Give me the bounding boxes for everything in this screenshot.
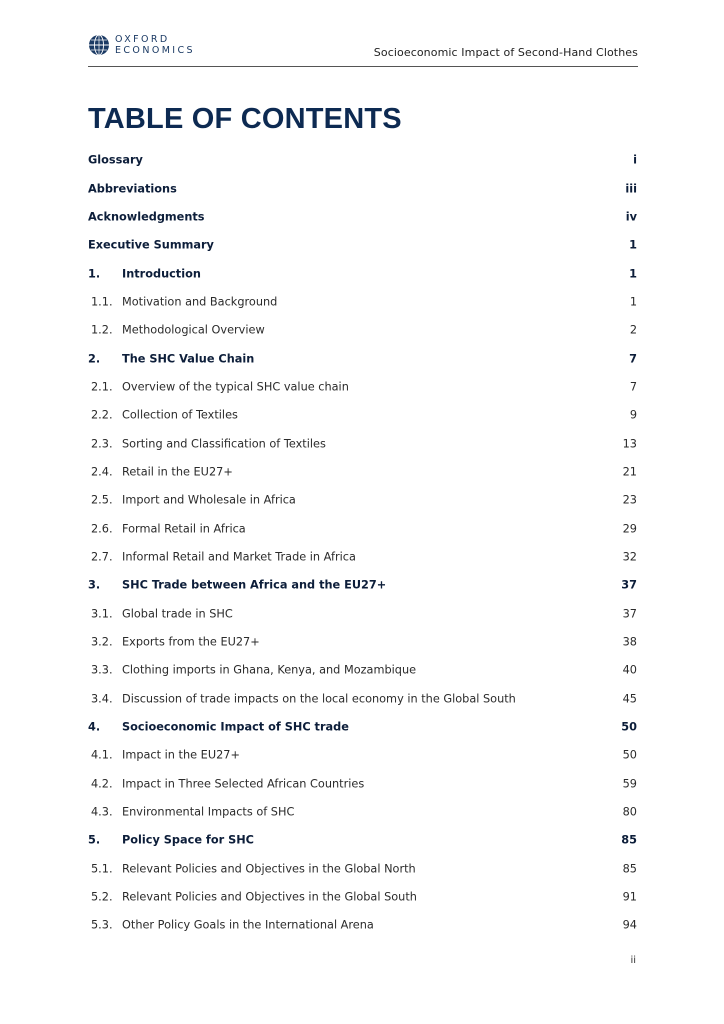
toc-entry-page: 38 xyxy=(622,635,637,649)
toc-entry-number: 2.1. xyxy=(91,380,113,394)
toc-entry-number: 1.1. xyxy=(91,295,113,309)
toc-entry[interactable] xyxy=(88,373,637,401)
toc-entry-page: 1 xyxy=(629,267,637,281)
toc-entry[interactable] xyxy=(88,798,637,826)
toc-entry-number: 3.1. xyxy=(91,607,113,621)
toc-entry[interactable] xyxy=(88,685,637,713)
toc-entry[interactable] xyxy=(88,146,637,174)
toc-entry-page: 59 xyxy=(622,777,637,791)
toc-entry-page: 85 xyxy=(622,862,637,876)
toc-entry-page: iv xyxy=(625,210,637,224)
toc-entry-number: 2. xyxy=(88,352,101,366)
toc-entry-label: Environmental Impacts of SHC xyxy=(122,805,295,819)
toc-entry[interactable] xyxy=(88,543,637,571)
toc-entry-page: 7 xyxy=(629,380,637,394)
toc-entry[interactable] xyxy=(88,656,637,684)
toc-entry-number: 5.1. xyxy=(91,862,113,876)
toc-entry-number: 2.3. xyxy=(91,437,113,451)
toc-entry-page: 37 xyxy=(621,578,637,592)
toc-entry-label: Acknowledgments xyxy=(88,210,205,224)
toc-entry-number: 4.3. xyxy=(91,805,113,819)
toc-entry[interactable] xyxy=(88,288,637,316)
toc-entry-page: i xyxy=(633,153,637,167)
toc-entry[interactable] xyxy=(88,741,637,769)
toc-entry-label: Overview of the typical SHC value chain xyxy=(122,380,349,394)
logo-wordmark xyxy=(115,34,195,56)
toc-entry[interactable] xyxy=(88,401,637,429)
toc-entry-page: 2 xyxy=(629,323,637,337)
toc-entry-label: Other Policy Goals in the International Arena xyxy=(122,918,374,932)
toc-entry-number: 5.2. xyxy=(91,890,113,904)
page-title: TABLE OF CONTENTS xyxy=(88,103,402,135)
toc-entry-page: 32 xyxy=(622,550,637,564)
toc-entry-page: 29 xyxy=(622,522,637,536)
toc-entry-page: 85 xyxy=(621,833,637,847)
toc-entry-number: 4.2. xyxy=(91,777,113,791)
toc-entry-number: 1. xyxy=(88,267,101,281)
toc-entry-page: 37 xyxy=(622,607,637,621)
toc-entry[interactable] xyxy=(88,855,637,883)
document-title: Socioeconomic Impact of Second-Hand Clothes xyxy=(373,46,638,59)
toc-entry-number: 3.2. xyxy=(91,635,113,649)
toc-entry-label: Introduction xyxy=(122,267,201,281)
toc-entry-page: 45 xyxy=(622,692,637,706)
logo-line-oxford: OXFORD xyxy=(115,34,170,45)
toc-entry-number: 5. xyxy=(88,833,101,847)
toc-entry-label: Motivation and Background xyxy=(122,295,278,309)
toc-entry[interactable] xyxy=(88,883,637,911)
toc-entry[interactable] xyxy=(88,458,637,486)
toc-entry-label: Global trade in SHC xyxy=(122,607,233,621)
toc-entry-label: Executive Summary xyxy=(88,238,214,252)
toc-entry-label: Abbreviations xyxy=(88,182,177,196)
toc-entry-page: 40 xyxy=(622,663,637,677)
toc-entry-label: SHC Trade between Africa and the EU27+ xyxy=(122,578,387,592)
toc-entry[interactable] xyxy=(88,571,637,599)
toc-entry-label: Sorting and Classification of Textiles xyxy=(122,437,326,451)
toc-entry-number: 4.1. xyxy=(91,748,113,762)
oxford-economics-logo xyxy=(88,30,195,60)
toc-entry-label: Relevant Policies and Objectives in the Global South xyxy=(122,890,417,904)
toc-entry[interactable] xyxy=(88,600,637,628)
toc-entry[interactable] xyxy=(88,259,637,287)
toc-entry-page: 9 xyxy=(629,408,637,422)
globe-icon xyxy=(88,34,110,56)
toc-entry-number: 2.4. xyxy=(91,465,113,479)
toc-entry-label: Methodological Overview xyxy=(122,323,265,337)
toc-entry-label: The SHC Value Chain xyxy=(122,352,255,366)
toc-entry-number: 4. xyxy=(88,720,101,734)
toc-entry-page: 50 xyxy=(621,720,637,734)
toc-entry-label: Import and Wholesale in Africa xyxy=(122,493,296,507)
toc-entry-page: 80 xyxy=(622,805,637,819)
toc-entry[interactable] xyxy=(88,174,637,202)
toc-entry-label: Impact in Three Selected African Countries xyxy=(122,777,365,791)
toc-entry-number: 3.4. xyxy=(91,692,113,706)
toc-entry[interactable] xyxy=(88,628,637,656)
toc-entry-number: 2.2. xyxy=(91,408,113,422)
toc-entry-label: Exports from the EU27+ xyxy=(122,635,260,649)
toc-entry-page: 1 xyxy=(629,238,637,252)
toc-entry-page: 50 xyxy=(622,748,637,762)
toc-entry-number: 2.7. xyxy=(91,550,113,564)
toc-entry[interactable] xyxy=(88,826,637,854)
toc-entry[interactable] xyxy=(88,514,637,542)
toc-entry-label: Glossary xyxy=(88,153,143,167)
toc-entry[interactable] xyxy=(88,231,637,259)
toc-entry[interactable] xyxy=(88,911,637,939)
toc-entry-page: 1 xyxy=(629,295,637,309)
toc-entry-label: Clothing imports in Ghana, Kenya, and Mozambique xyxy=(122,663,417,677)
toc-entry[interactable] xyxy=(88,344,637,372)
toc-entry[interactable] xyxy=(88,316,637,344)
toc-entry[interactable] xyxy=(88,429,637,457)
toc-entry-label: Retail in the EU27+ xyxy=(122,465,233,479)
toc-entry-number: 2.5. xyxy=(91,493,113,507)
toc-entry-label: Relevant Policies and Objectives in the Global North xyxy=(122,862,416,876)
toc-entry[interactable] xyxy=(88,713,637,741)
toc-entry-label: Collection of Textiles xyxy=(122,408,238,422)
toc-entry-number: 5.3. xyxy=(91,918,113,932)
toc-entry-page: iii xyxy=(625,182,637,196)
toc-entry-label: Impact in the EU27+ xyxy=(122,748,240,762)
page-header xyxy=(88,30,638,67)
toc-entry-page: 91 xyxy=(622,890,637,904)
toc-entry-label: Socioeconomic Impact of SHC trade xyxy=(122,720,349,734)
toc-entry[interactable] xyxy=(88,203,637,231)
toc-entry-page: 23 xyxy=(622,493,637,507)
toc-entry-label: Formal Retail in Africa xyxy=(122,522,246,536)
toc-entry-label: Policy Space for SHC xyxy=(122,833,254,847)
toc-entry[interactable] xyxy=(88,770,637,798)
toc-entry-page: 7 xyxy=(629,352,637,366)
toc-entry-page: 94 xyxy=(622,918,637,932)
toc-entry-number: 3.3. xyxy=(91,663,113,677)
logo-line-economics: ECONOMICS xyxy=(115,45,195,56)
toc-entry-label: Informal Retail and Market Trade in Africa xyxy=(122,550,356,564)
table-of-contents xyxy=(88,146,637,940)
toc-entry[interactable] xyxy=(88,486,637,514)
toc-entry-label: Discussion of trade impacts on the local economy in the Global South xyxy=(122,692,516,706)
toc-entry-number: 2.6. xyxy=(91,522,113,536)
toc-entry-page: 21 xyxy=(622,465,637,479)
toc-entry-page: 13 xyxy=(622,437,637,451)
toc-entry-number: 3. xyxy=(88,578,101,592)
footer-page-number: ii xyxy=(630,955,636,966)
toc-entry-number: 1.2. xyxy=(91,323,113,337)
